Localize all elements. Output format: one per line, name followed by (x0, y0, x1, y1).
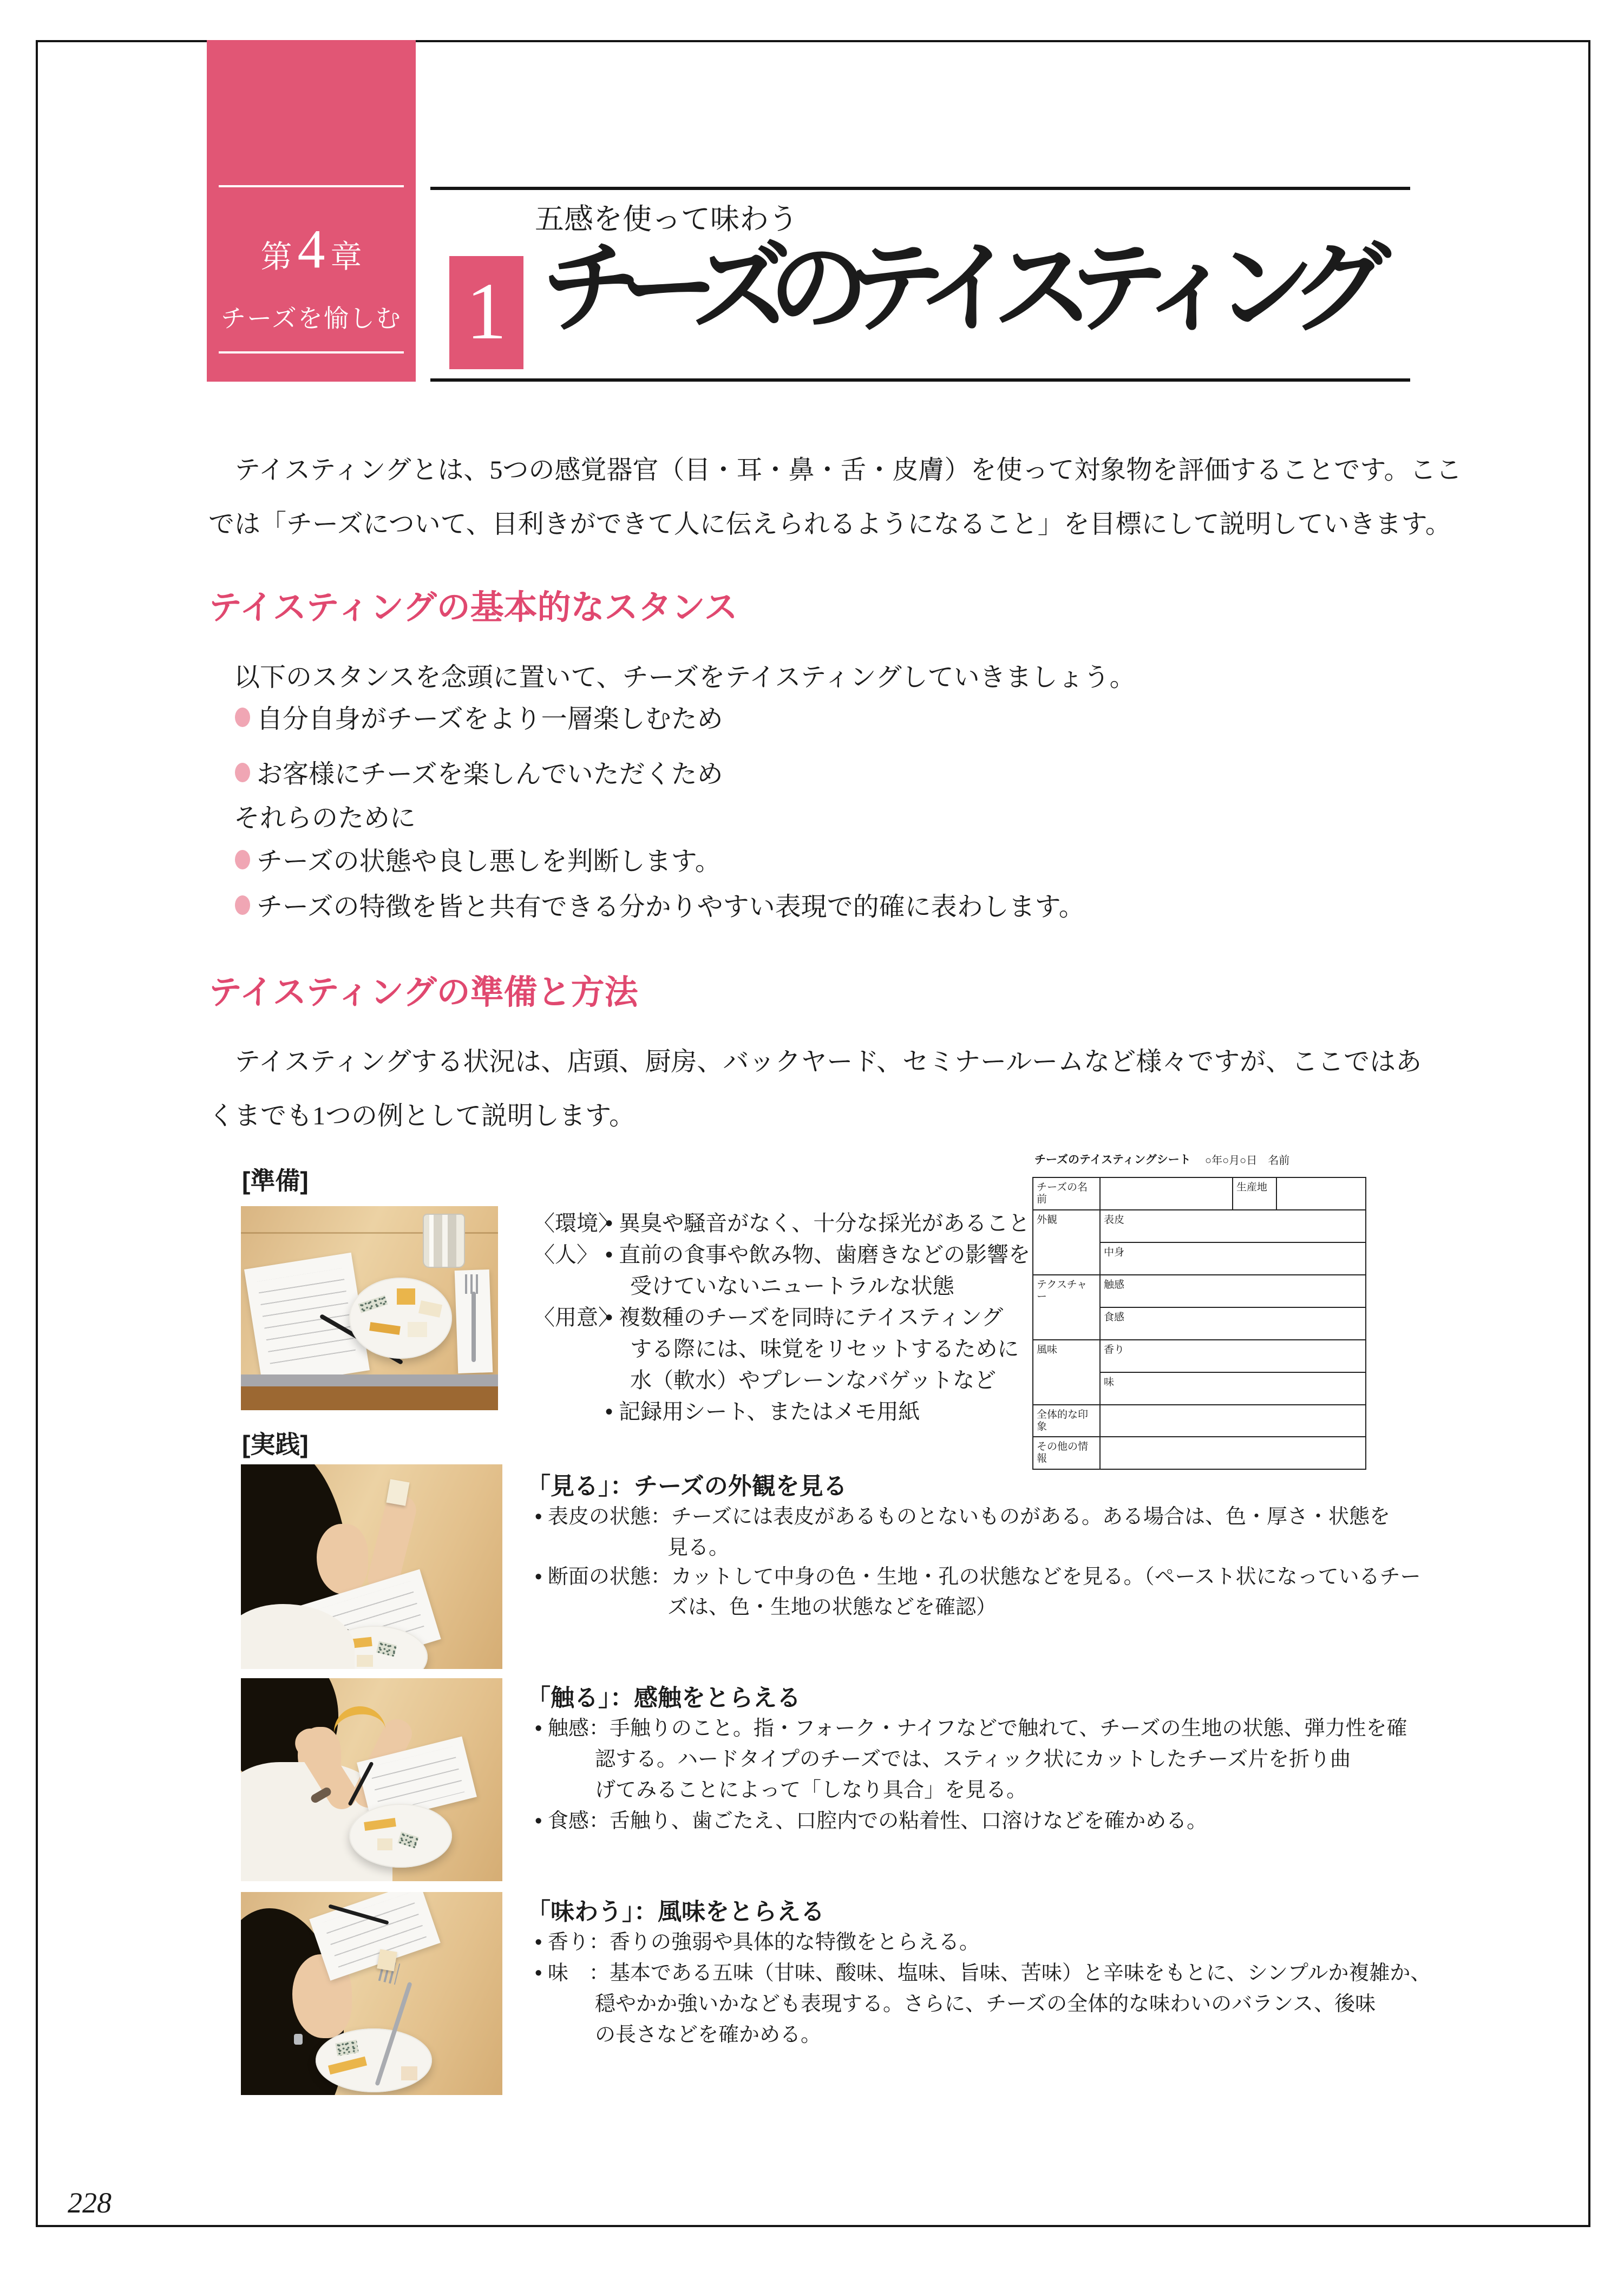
see-line: ズは、色・生地の状態などを確認） (667, 1596, 997, 1619)
sheet-sublabel: 中身 (1100, 1242, 1366, 1275)
floor (241, 1386, 498, 1410)
prep-row-tag: 〈用意〉 (533, 1306, 620, 1330)
practice-see-photo (241, 1464, 502, 1669)
divider (219, 351, 404, 354)
prep-row-text: • 複数種のチーズを同時にテイスティング (605, 1306, 1004, 1330)
prep-label: [準備] (242, 1167, 309, 1195)
page-number: 228 (68, 2187, 112, 2219)
bent-cheese-stick (331, 1704, 387, 1742)
plate (316, 2028, 432, 2092)
touch-line: 認する。ハードタイプのチーズでは、スティック状にカットしたチーズ片を折り曲 (595, 1748, 1351, 1771)
section-eyebrow: 五感を使って味わう (535, 203, 798, 235)
prep-heading: テイスティングの準備と方法 (208, 974, 638, 1011)
chapter-subtitle: チーズを愉しむ (221, 305, 402, 332)
page-title: チーズのテイスティング (541, 234, 1368, 345)
chapter-tab (207, 40, 416, 382)
sheet-sublabel: 表皮 (1100, 1210, 1366, 1242)
sheet-label: チーズの名前 (1033, 1177, 1100, 1210)
prep-row-text: • 異臭や騒音がなく、十分な採光があること (605, 1212, 1030, 1235)
sheet-category: テクスチャー (1033, 1275, 1100, 1340)
see-line: • 表皮の状態：チーズには表皮があるものとないものがある。ある場合は、色・厚さ・状態を (535, 1505, 1390, 1528)
taste-title: 「味わう」：風味をとらえる (527, 1899, 824, 1925)
sheet-cell-empty (1100, 1405, 1366, 1437)
sheet-category: 全体的な印象 (1033, 1405, 1100, 1437)
stance-mid: それらのために (234, 804, 416, 833)
sheet-cell-empty (1100, 1437, 1366, 1469)
taste-line: 穏やかか強いかなども表現する。さらに、チーズの全体的な味わいのバランス、後味 (595, 1993, 1376, 2015)
earring (294, 2034, 303, 2045)
touch-line: • 食感：舌触り、歯ごたえ、口腔内での粘着性、口溶けなどを確かめる。 (535, 1810, 1208, 1832)
cheese-piece (377, 1838, 392, 1850)
bullet-icon (235, 850, 250, 869)
chapter-prefix: 第 (260, 239, 292, 274)
see-line: • 断面の状態：カットして中身の色・生地・孔の状態などを見る。（ペースト状になっているチー (535, 1566, 1421, 1588)
intro-line: テイスティングとは、5つの感覚器官（目・耳・鼻・舌・皮膚）を使って対象物を評価することです。ここ (234, 456, 1462, 485)
prep-line: くまでも1つの例として説明します。 (208, 1102, 636, 1130)
cheese-piece (401, 2066, 417, 2080)
chapter-suffix: 章 (330, 239, 362, 274)
cheese-on-fork (377, 1949, 397, 1971)
sheet-category: 外観 (1033, 1210, 1100, 1275)
prep-row-text: • 記録用シート、またはメモ用紙 (605, 1400, 920, 1424)
sheet-cell-empty (1100, 1177, 1233, 1210)
prep-photo (241, 1206, 498, 1410)
prep-row-tag: 〈環境〉 (533, 1212, 620, 1235)
chapter-num: 4 (297, 219, 325, 280)
practice-label: [実践] (242, 1430, 309, 1458)
section-number-badge: 1 (449, 256, 523, 369)
water-glass (423, 1214, 465, 1268)
cheese-piece (408, 1322, 427, 1337)
sheet-label: 生産地 (1233, 1177, 1276, 1210)
fork-tines (465, 1274, 481, 1294)
woman-face (317, 1524, 368, 1594)
touch-line: • 触感：手触りのこと。指・フォーク・ナイフなどで触れて、チーズの生地の状態、弾力性を確 (535, 1717, 1407, 1740)
practice-touch-photo (241, 1678, 502, 1881)
sheet-category: その他の情報 (1033, 1437, 1100, 1469)
header-rule-top (430, 187, 1410, 190)
sheet-cell-empty (1276, 1177, 1366, 1210)
taste-line: の長さなどを確かめる。 (595, 2024, 822, 2046)
prep-line: テイスティングする状況は、店頭、厨房、バックヤード、セミナールームなど様々ですが、ここではあ (234, 1048, 1422, 1076)
stance-heading: テイスティングの基本的なスタンス (208, 589, 738, 626)
see-line: 見る。 (667, 1536, 730, 1559)
sheet-sublabel: 触感 (1100, 1275, 1366, 1307)
sheet-sublabel: 味 (1100, 1372, 1366, 1405)
cheese-piece (357, 1655, 373, 1667)
prep-row-text: • 直前の食事や飲み物、歯磨きなどの影響を (605, 1243, 1031, 1267)
sheet-category: 風味 (1033, 1340, 1100, 1405)
tasting-sheet-table (1032, 1177, 1366, 1470)
bullet-icon (235, 708, 250, 727)
sheet-title: チーズのテイスティングシート (1034, 1154, 1191, 1166)
cheese-piece (397, 1288, 415, 1305)
taste-line: • 味 ：基本である五味（甘味、酸味、塩味、旨味、苦味）と辛味をもとに、シンプルか複雑か、 (535, 1962, 1431, 1985)
bullet-icon (235, 895, 250, 915)
prep-row-text: する際には、味覚をリセットするために (630, 1337, 1019, 1361)
prep-row-text: 水（軟水）やプレーンなバゲットなど (630, 1369, 996, 1392)
sheet-date-name: ○年○月○日 名前 (1205, 1155, 1290, 1167)
taste-line: • 香り：香りの強弱や具体的な特徴をとらえる。 (535, 1931, 980, 1954)
sheet-sublabel: 香り (1100, 1340, 1366, 1372)
stance-bullet: 自分自身がチーズをより一層楽しむため (257, 705, 723, 734)
stance-bullet: チーズの特徴を皆と共有できる分かりやすい表現で的確に表わします。 (257, 893, 1085, 921)
stance-bullet: お客様にチーズを楽しんでいただくため (257, 760, 723, 789)
intro-line: では「チーズについて、目利きができて人に伝えられるようになること」を目標にして説明していきます。 (208, 510, 1451, 539)
touch-title: 「触る」：感触をとらえる (527, 1685, 801, 1711)
fork-handle (472, 1292, 476, 1362)
prep-row-tag: 〈人〉 (533, 1243, 598, 1267)
stance-bullet: チーズの状態や良し悪しを判断します。 (257, 847, 721, 876)
see-title: 「見る」：チーズの外観を見る (527, 1473, 847, 1500)
chapter-number (207, 219, 416, 280)
practice-taste-photo (241, 1892, 502, 2095)
prep-row-text: 受けていないニュートラルな状態 (630, 1274, 954, 1298)
stance-lead: 以下のスタンスを念頭に置いて、チーズをテイスティングしていきましょう。 (234, 663, 1136, 692)
sheet-sublabel: 食感 (1100, 1307, 1366, 1340)
bullet-icon (235, 763, 250, 782)
table-edge (241, 1374, 498, 1386)
header-rule-bottom (430, 378, 1410, 382)
touch-line: げてみることによって「しなり具合」を見る。 (595, 1779, 1027, 1802)
divider (219, 185, 404, 187)
cheese-piece-held (386, 1479, 409, 1506)
